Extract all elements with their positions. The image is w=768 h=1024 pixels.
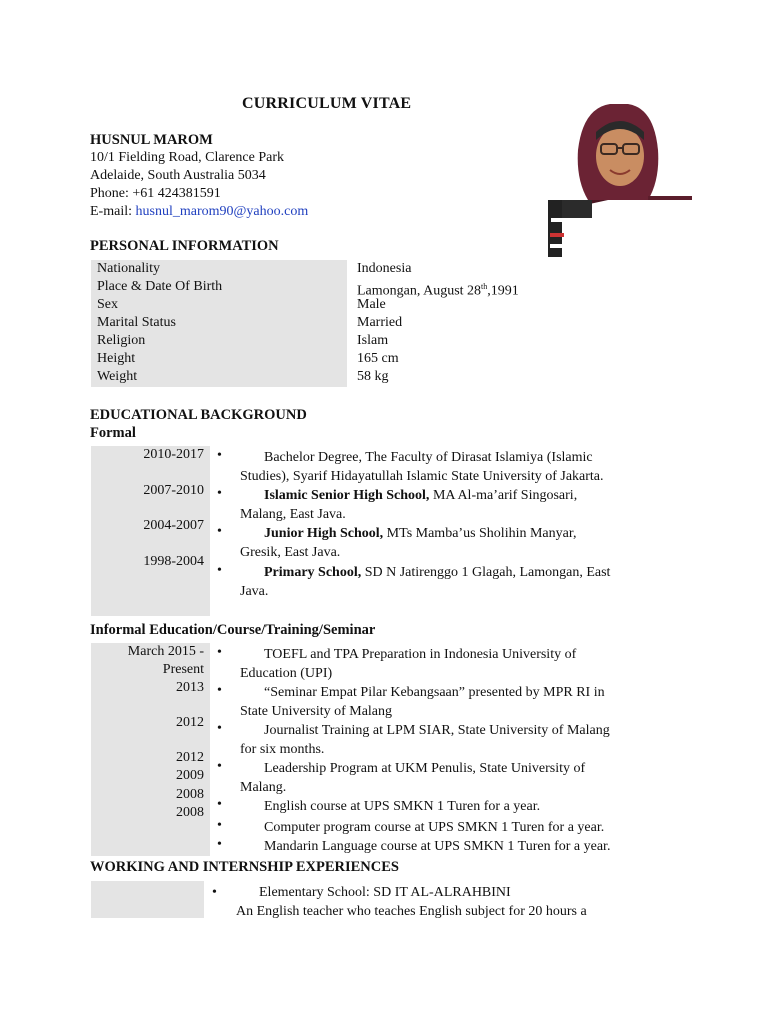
informal-item-line1: “Seminar Empat Pilar Kebangsaan” presented by MPR RI in: [264, 685, 605, 700]
informal-item-line1: Computer program course at UPS SMKN 1 Turen for a year.: [264, 820, 605, 835]
personal-value: Indonesia: [357, 261, 412, 276]
formal-item-line2: Java.: [240, 584, 269, 599]
formal-item-bold: Junior High School,: [264, 526, 384, 541]
personal-label: Marital Status: [97, 315, 176, 330]
informal-year: 2008: [176, 805, 204, 820]
contact-block: [90, 131, 308, 221]
personal-value-sup: th: [481, 282, 488, 291]
work-years-shade: [91, 881, 204, 918]
informal-year: 2009: [176, 768, 204, 783]
formal-item-line2: Studies), Syarif Hidayatullah Islamic State University of Jakarta.: [240, 469, 604, 484]
list-item: [240, 645, 640, 683]
informal-year: 2013: [176, 680, 204, 695]
work-item-desc: An English teacher who teaches English subject for 20 hours a: [236, 904, 587, 919]
formal-item-line1: MTs Mamba’us Sholihin Manyar,: [383, 526, 577, 541]
personal-value: Married: [357, 315, 403, 330]
work-heading: WORKING AND INTERNSHIP EXPERIENCES: [90, 859, 399, 875]
education-heading: EDUCATIONAL BACKGROUND: [90, 407, 307, 423]
formal-item-line2: Malang, East Java.: [240, 507, 346, 522]
work-item-title: Elementary School: SD IT AL-ALRAHBINI: [259, 885, 511, 900]
list-item: [240, 683, 640, 721]
personal-table: [97, 260, 657, 390]
list-item: [240, 797, 640, 816]
formal-item-bold: Islamic Senior High School,: [264, 488, 430, 503]
formal-year: 2007-2010: [143, 483, 204, 498]
bullet-icon: •: [217, 448, 222, 463]
candidate-name: HUSNUL MAROM: [90, 132, 213, 148]
personal-label: Nationality: [97, 261, 160, 276]
informal-item-line2: State University of Malang: [240, 704, 393, 719]
list-item: [240, 818, 640, 837]
personal-value: 165 cm: [357, 351, 399, 366]
list-item: [240, 563, 640, 601]
formal-item-line1: MA Al-ma’arif Singosari,: [429, 488, 578, 503]
list-item: [240, 837, 640, 856]
bullet-icon: •: [217, 645, 222, 660]
informal-item-line1: English course at UPS SMKN 1 Turen for a year.: [264, 799, 541, 814]
phone: Phone: +61 424381591: [90, 186, 221, 201]
personal-heading: PERSONAL INFORMATION: [90, 238, 279, 254]
personal-label: Religion: [97, 333, 146, 348]
personal-label: Place & Date Of Birth: [97, 279, 223, 294]
page-title: CURRICULUM VITAE: [242, 95, 412, 112]
informal-year: 2008: [176, 787, 204, 802]
bullet-icon: •: [217, 818, 222, 833]
email-link[interactable]: husnul_marom90@yahoo.com: [135, 204, 309, 219]
list-item: [240, 448, 640, 486]
informal-item-line2: for six months.: [240, 742, 325, 757]
bullet-icon: •: [217, 524, 222, 539]
formal-item-bold: Primary School,: [264, 565, 362, 580]
formal-item-line2: Gresik, East Java.: [240, 545, 341, 560]
list-item: [240, 486, 640, 524]
formal-years: [91, 446, 210, 616]
personal-value: Islam: [357, 333, 389, 348]
bullet-icon: •: [217, 683, 222, 698]
formal-year: 2010-2017: [143, 447, 204, 462]
email-label: E-mail:: [90, 204, 136, 219]
personal-value: 58 kg: [357, 369, 389, 384]
informal-item-line1: Mandarin Language course at UPS SMKN 1 Turen for a year.: [264, 839, 611, 854]
personal-label: Weight: [97, 369, 138, 384]
informal-year: Present: [162, 662, 204, 677]
informal-years: [91, 643, 210, 856]
address-line-1: 10/1 Fielding Road, Clarence Park: [90, 150, 285, 165]
formal-subheading: Formal: [90, 425, 136, 441]
personal-value-suffix: ,1991: [487, 283, 519, 299]
informal-item-line1: Leadership Program at UKM Penulis, State University of: [264, 761, 586, 776]
list-item: [240, 759, 640, 797]
personal-label: Height: [97, 351, 136, 366]
formal-year: 1998-2004: [143, 554, 204, 569]
list-item: [240, 524, 640, 562]
personal-value: Male: [357, 297, 386, 312]
formal-item-line1: SD N Jatirenggo 1 Glagah, Lamongan, East: [361, 565, 611, 580]
profile-photo: [548, 100, 692, 257]
personal-label: Sex: [97, 297, 118, 312]
bullet-icon: •: [217, 486, 222, 501]
formal-list: [217, 448, 657, 608]
personal-value: Lamongan, August 28: [357, 283, 482, 299]
informal-year: 2012: [176, 750, 204, 765]
formal-year: 2004-2007: [143, 518, 204, 533]
informal-item-line1: Journalist Training at LPM SIAR, State University of Malang: [264, 723, 610, 738]
list-item: [240, 721, 640, 759]
informal-item-line2: Education (UPI): [240, 666, 333, 681]
address-line-2: Adelaide, South Australia 5034: [90, 168, 266, 183]
bullet-icon: •: [217, 797, 222, 812]
bullet-icon: •: [212, 885, 217, 900]
informal-year: 2012: [176, 715, 204, 730]
bullet-icon: •: [217, 759, 222, 774]
formal-item-line1: Bachelor Degree, The Faculty of Dirasat Islamiya (Islamic: [264, 450, 593, 465]
email-row: [90, 203, 308, 221]
informal-item-line1: TOEFL and TPA Preparation in Indonesia University of: [264, 647, 577, 662]
informal-subheading: Informal Education/Course/Training/Seminar: [90, 622, 376, 638]
informal-year: March 2015 -: [127, 644, 204, 659]
bullet-icon: •: [217, 837, 222, 852]
bullet-icon: •: [217, 721, 222, 736]
informal-list: [217, 645, 657, 860]
bullet-icon: •: [217, 563, 222, 578]
informal-item-line2: Malang.: [240, 780, 287, 795]
